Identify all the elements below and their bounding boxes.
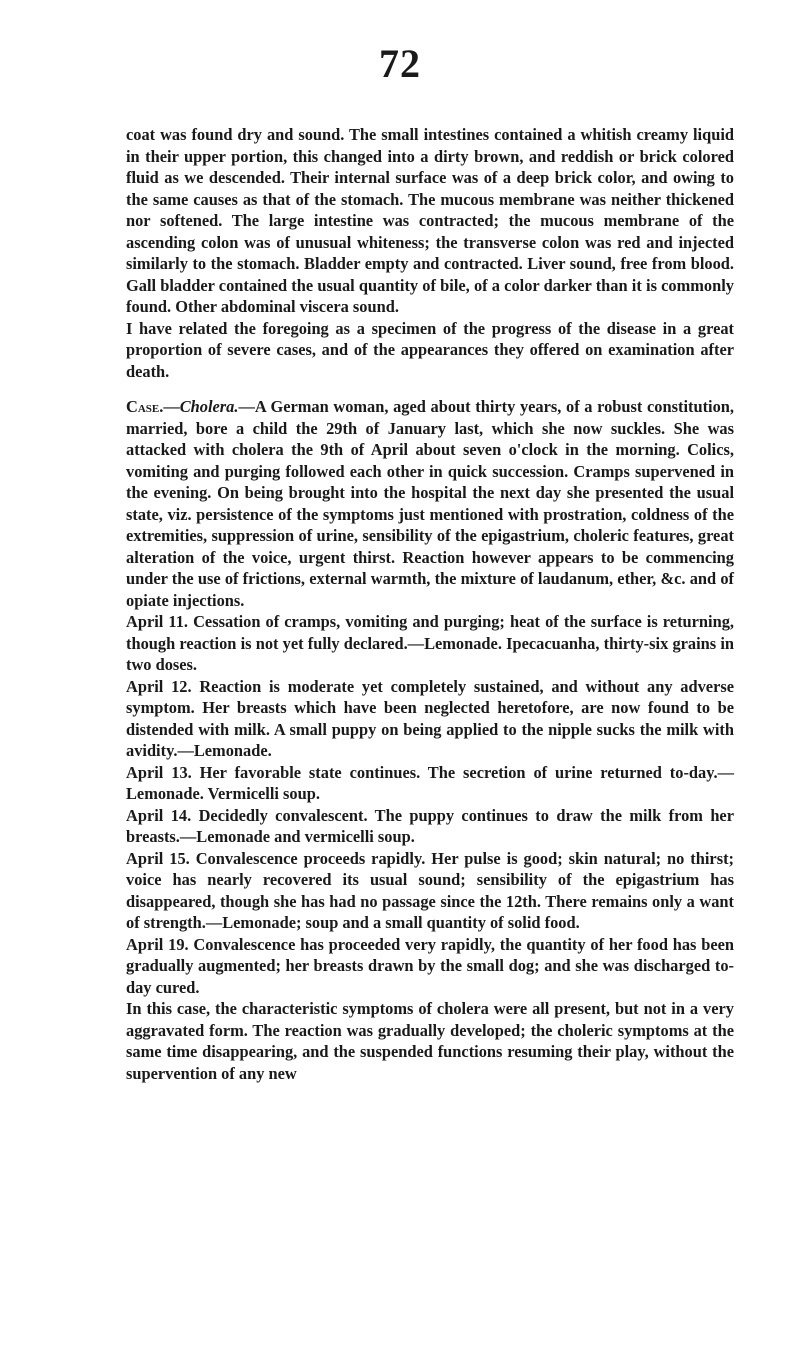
paragraph-april-19: April 19. Convalescence has proceeded very rapidly, the quantity of her food has been gradually augmented; her breasts drawn by the small dog; and she was discharged to-day cured.: [126, 934, 734, 997]
paragraph-summary: I have related the foregoing as a specimen of the progress of the disease in a great proportion of severe cases, and of the appearances they offered on examination after death.: [126, 318, 734, 381]
paragraph-april-11: April 11. Cessation of cramps, vomiting and purging; heat of the surface is returning, though reaction is not yet fully declared.—Lemonade. Ipecacuanha, thirty-six grains in two doses.: [126, 612, 734, 674]
paragraph-autopsy-continued: coat was found dry and sound. The small intestines contained a whitish creamy liquid in their upper portion, this changed into a dirty brown, and reddish or brick colored fluid as we descended. Their internal surface was of a deep brick color, and owing to the same causes as that of the stomach. The mucous membrane was neither thickened nor softened. The large intestine was contracted; the mucous membrane of the ascending colon was of unusual whiteness; the transverse colon was red and injected similarly to the stomach. Bladder empty and contracted. Liver sound, free from blood. Gall bladder contained the usual quantity of bile, of a color darker than it is commonly found. Other abdominal viscera sound.: [126, 125, 734, 316]
case-intro-text: —A German woman, aged about thirty years, of a robust constitution, married, bore a child the 29th of January last, which she now suckles. She was attacked with cholera the 9th of April about seven o'clock in the morning. Colics, vomiting and purging followed each other in quick succession. Cramps supervened in the evening. On being brought into the hospital the next day she presented the usual state, viz. persistence of the symptoms just mentioned with prostration, coldness of the extremities, suppression of urine, sensibility of the epigastrium, choleric features, great alteration of the voice, urgent thirst. Reaction however appears to be commencing under the use of frictions, external warmth, the mixture of laudanum, ether, &c. and of opiate injections.: [126, 397, 734, 610]
paragraph-conclusion: In this case, the characteristic symptoms of cholera were all present, but not in a very aggravated form. The reaction was gradually developed; the choleric symptoms at the same time disappearing, and the suspended functions resuming their play, without the supervention of any new: [126, 999, 734, 1083]
case-dash: —: [163, 397, 180, 416]
paragraph-april-13: April 13. Her favorable state continues. The secretion of urine returned to-day.—Lemonade. Vermicelli soup.: [126, 762, 734, 803]
page-number: 72: [379, 41, 421, 86]
paragraph-case-intro: [126, 396, 734, 611]
paragraph-april-12: April 12. Reaction is moderate yet completely sustained, and without any adverse symptom. Her breasts which have been neglected heretofore, are now found to be distended with milk. A small puppy on being applied to the nipple sucks the milk with avidity.—Lemonade.: [126, 676, 734, 760]
paragraph-april-14: April 14. Decidedly convalescent. The puppy continues to draw the milk from her breasts.—Lemonade and vermicelli soup.: [126, 805, 734, 846]
case-label: Case.: [126, 397, 164, 416]
paragraph-april-15: April 15. Convalescence proceeds rapidly. Her pulse is good; skin natural; no thirst; voice has nearly recovered its usual sound; sensibility of the epigastrium has disappeared, though she has had no passage since the 12th. There remains only a want of strength.—Lemonade; soup and a small quantity of solid food.: [126, 848, 734, 932]
body-text: [126, 124, 734, 1084]
case-title: Cholera.: [179, 397, 239, 416]
